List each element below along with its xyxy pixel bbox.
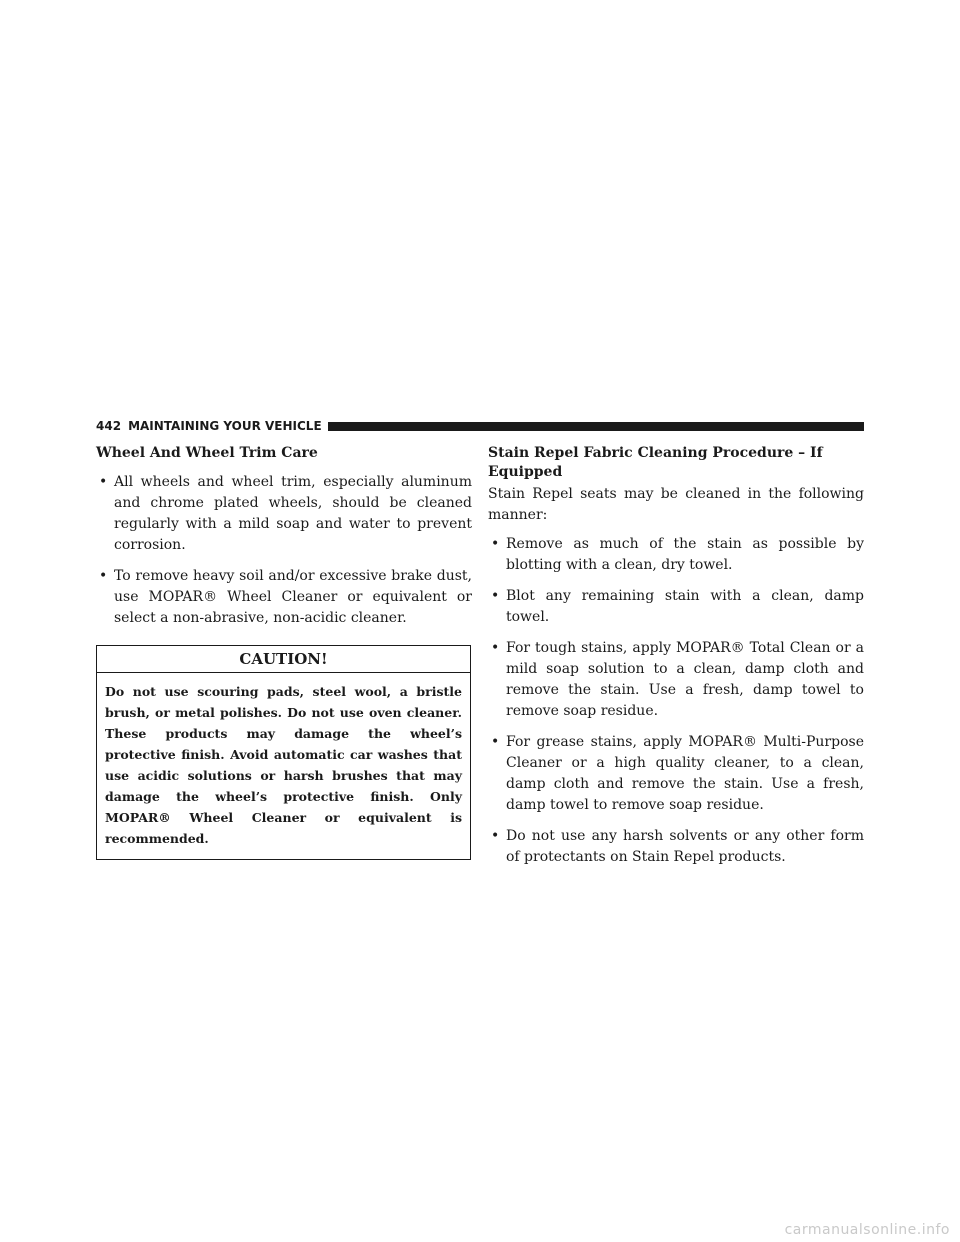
wheel-care-heading: Wheel And Wheel Trim Care — [96, 445, 318, 461]
stain-repel-list — [488, 534, 864, 868]
list-item — [488, 638, 864, 722]
page-header — [96, 419, 864, 433]
caution-title: CAUTION! — [97, 646, 470, 673]
list-item-text: To remove heavy soil and/or excessive brake dust, use MOPAR® Wheel Cleaner or equivalent or select a non-abrasive, non-acidic cleaner. — [114, 568, 472, 626]
list-item — [488, 732, 864, 816]
page-number: 442 — [96, 419, 122, 433]
list-item — [488, 586, 864, 628]
header-rule — [328, 422, 864, 431]
watermark: carmanualsonline.info — [784, 1222, 950, 1238]
list-item-text: All wheels and wheel trim, especially aluminum and chrome plated wheels, should be cleaned regularly with a mild soap and water to prevent corrosion. — [114, 474, 472, 553]
caution-box — [96, 645, 471, 860]
left-column — [96, 441, 472, 860]
stain-repel-heading: Stain Repel Fabric Cleaning Procedure – If Equipped — [488, 445, 823, 480]
bullet-glyph: • — [491, 588, 500, 604]
caution-body: Do not use scouring pads, steel wool, a bristle brush, or metal polishes. Do not use oven cleaner. These products may damage the wheel’s protective finish. Avoid automatic car washes that use acidic solutions or harsh brushes that may damage the wheel’s protective finish. Only MOPAR® Wheel Cleaner or equivalent is recommended. — [105, 684, 462, 846]
list-item-text: Blot any remaining stain with a clean, damp towel. — [506, 588, 864, 625]
right-column — [488, 441, 864, 878]
bullet-glyph: • — [491, 734, 500, 750]
wheel-care-list — [96, 472, 472, 629]
bullet-glyph: • — [491, 536, 500, 552]
list-item — [96, 566, 472, 629]
list-item — [96, 472, 472, 556]
bullet-glyph: • — [99, 568, 108, 584]
list-item — [488, 826, 864, 868]
list-item-text: Do not use any harsh solvents or any other form of protectants on Stain Repel products. — [506, 828, 864, 865]
list-item-text: Remove as much of the stain as possible by blotting with a clean, dry towel. — [506, 536, 864, 573]
stain-repel-intro: Stain Repel seats may be cleaned in the following manner: — [488, 486, 864, 523]
bullet-glyph: • — [491, 640, 500, 656]
list-item-text: For grease stains, apply MOPAR® Multi-Purpose Cleaner or a high quality cleaner, to a clean, damp cloth and remove the stain. Use a fresh, damp towel to remove soap residue. — [506, 734, 864, 813]
section-title: MAINTAINING YOUR VEHICLE — [128, 419, 322, 433]
list-item-text: For tough stains, apply MOPAR® Total Clean or a mild soap solution to a clean, damp cloth and remove the stain. Use a fresh, damp towel to remove soap residue. — [506, 640, 864, 719]
list-item — [488, 534, 864, 576]
bullet-glyph: • — [491, 828, 500, 844]
bullet-glyph: • — [99, 474, 108, 490]
